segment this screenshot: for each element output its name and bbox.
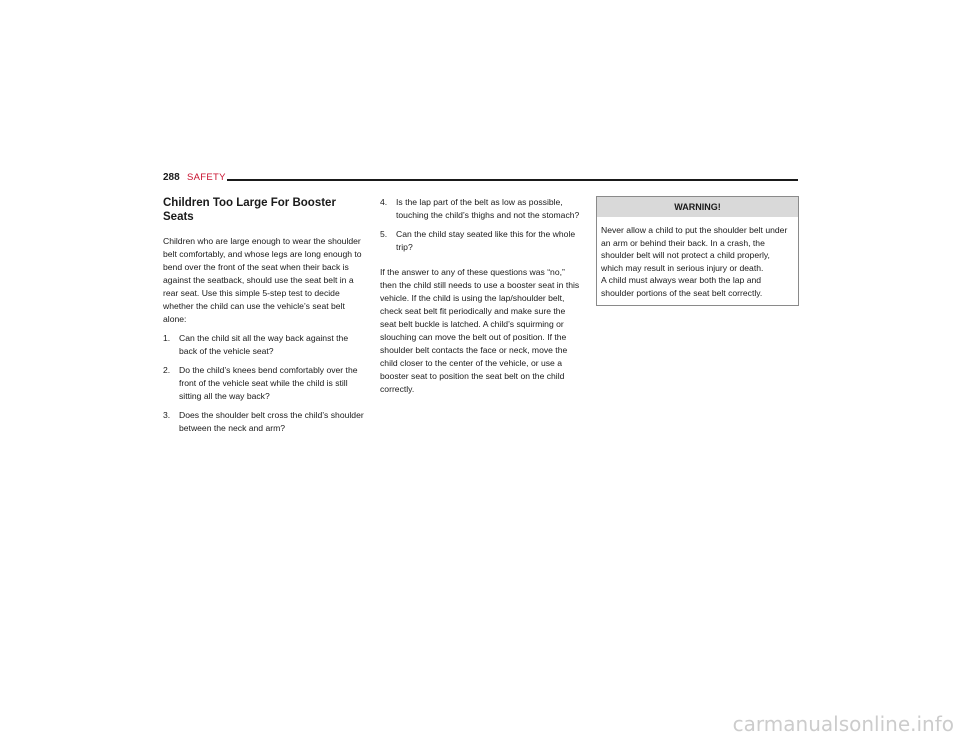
item-number: 4.: [380, 197, 388, 207]
item-text: Can the child sit all the way back against the back of the vehicle seat?: [179, 333, 349, 356]
intro-paragraph: Children who are large enough to wear the shoulder belt comfortably, and whose legs are long enough to bend over the front of the seat when their back is against the seatback, should use the seat belt in a rear seat. Use this simple 5-step test to decide whether the child can use the vehicle’s seat belt alone:: [163, 236, 362, 324]
column-middle: [380, 196, 580, 402]
column-left: [163, 196, 366, 441]
item-text: Can the child stay seated like this for the whole trip?: [396, 229, 576, 252]
answer-paragraph: If the answer to any of these questions was “no,” then the child still needs to use a booster seat in this vehicle. If the child is using the lap/shoulder belt, check seat belt fit periodically and make sure the seat belt buckle is latched. A child’s squirming or slouching can move the belt out of position. If the shoulder belt contacts the face or neck, move the child closer to the center of the vehicle, or use a booster seat to position the seat belt on the child correctly.: [380, 267, 580, 394]
item-number: 3.: [163, 410, 171, 420]
warning-text-2: A child must always wear both the lap and shoulder portions of the seat belt correctly.: [601, 275, 763, 298]
item-number: 5.: [380, 229, 388, 239]
question-list-b: [380, 196, 580, 254]
list-item: [380, 196, 580, 222]
item-text: Does the shoulder belt cross the child’s shoulder between the neck and arm?: [179, 410, 364, 433]
warning-title: WARNING!: [597, 197, 798, 217]
question-list-a: [163, 332, 366, 435]
warning-body: [597, 217, 798, 305]
item-text: Do the child’s knees bend comfortably over the front of the vehicle seat while the child is still sitting all the way back?: [179, 365, 358, 401]
warning-text-1: Never allow a child to put the shoulder belt under an arm or behind their back. In a crash, the shoulder belt will not protect a child properly, which may result in serious injury or death.: [601, 225, 788, 273]
list-item: [163, 332, 366, 358]
page-header: [163, 172, 798, 186]
list-item: [163, 364, 366, 403]
section-title: SAFETY: [187, 172, 226, 183]
warning-box: [596, 196, 799, 306]
header-rule: [227, 179, 798, 181]
section-heading: Children Too Large For Booster Seats: [163, 197, 336, 223]
item-text: Is the lap part of the belt as low as possible, touching the child’s thighs and not the stomach?: [396, 197, 580, 220]
item-number: 2.: [163, 365, 171, 375]
item-number: 1.: [163, 333, 171, 343]
list-item: [380, 228, 580, 254]
list-item: [163, 409, 366, 435]
page-number: 288: [163, 172, 180, 183]
watermark: carmanualsonline.info: [732, 712, 954, 736]
